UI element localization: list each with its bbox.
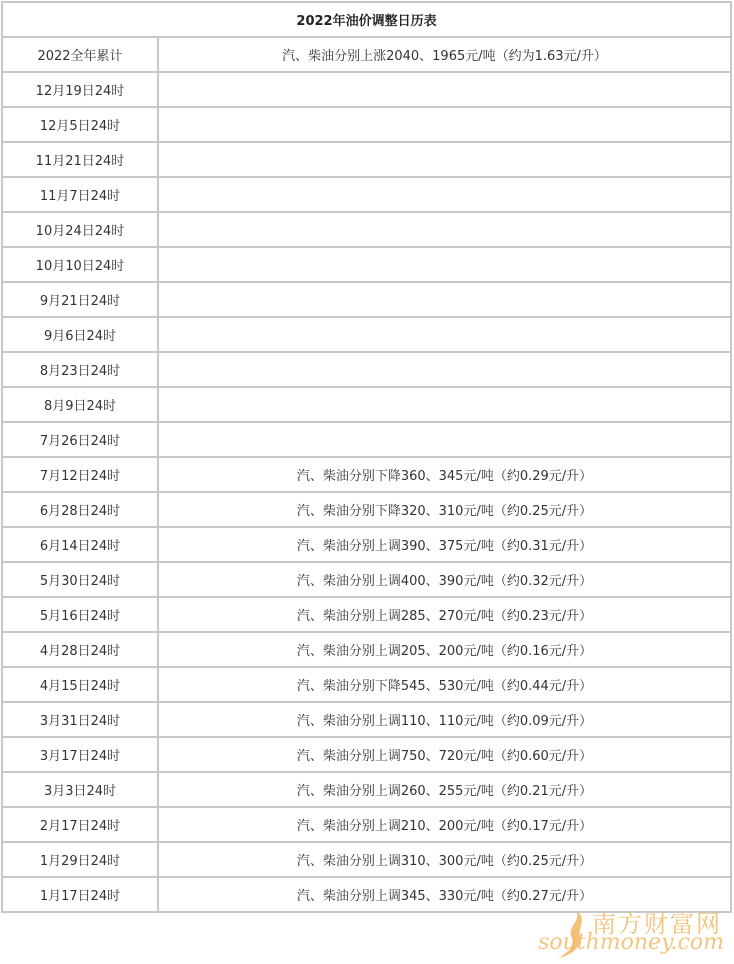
watermark-domain: southmoney.com — [538, 930, 724, 955]
table-row — [2, 667, 731, 702]
date-cell: 5月30日24时 — [2, 562, 158, 597]
date-cell: 12月19日24时 — [2, 72, 158, 107]
date-cell: 8月9日24时 — [2, 387, 158, 422]
table-row — [2, 282, 731, 317]
table-row — [2, 72, 731, 107]
adjustment-cell — [158, 177, 731, 212]
adjustment-cell: 汽、柴油分别下降545、530元/吨（约0.44元/升） — [158, 667, 731, 702]
date-cell: 11月7日24时 — [2, 177, 158, 212]
adjustment-cell — [158, 352, 731, 387]
date-cell: 9月21日24时 — [2, 282, 158, 317]
table-body — [2, 2, 731, 912]
adjustment-cell: 汽、柴油分别上调210、200元/吨（约0.17元/升） — [158, 807, 731, 842]
table-row — [2, 527, 731, 562]
adjustment-cell: 汽、柴油分别上调110、110元/吨（约0.09元/升） — [158, 702, 731, 737]
adjustment-cell: 汽、柴油分别上调400、390元/吨（约0.32元/升） — [158, 562, 731, 597]
table-row — [2, 632, 731, 667]
adjustment-cell — [158, 212, 731, 247]
adjustment-cell: 汽、柴油分别上调260、255元/吨（约0.21元/升） — [158, 772, 731, 807]
adjustment-cell: 汽、柴油分别下降320、310元/吨（约0.25元/升） — [158, 492, 731, 527]
table-title: 2022年油价调整日历表 — [2, 2, 731, 37]
date-cell: 2022全年累计 — [2, 37, 158, 72]
adjustment-cell — [158, 282, 731, 317]
table-row — [2, 212, 731, 247]
date-cell: 12月5日24时 — [2, 107, 158, 142]
date-cell: 6月14日24时 — [2, 527, 158, 562]
table-row — [2, 142, 731, 177]
table-row — [2, 492, 731, 527]
date-cell: 8月23日24时 — [2, 352, 158, 387]
table-row — [2, 457, 731, 492]
table-row — [2, 37, 731, 72]
date-cell: 3月3日24时 — [2, 772, 158, 807]
adjustment-cell: 汽、柴油分别上涨2040、1965元/吨（约为1.63元/升） — [158, 37, 731, 72]
date-cell: 3月31日24时 — [2, 702, 158, 737]
table-row — [2, 247, 731, 282]
date-cell: 9月6日24时 — [2, 317, 158, 352]
table-row — [2, 107, 731, 142]
adjustment-cell: 汽、柴油分别上调205、200元/吨（约0.16元/升） — [158, 632, 731, 667]
date-cell: 1月29日24时 — [2, 842, 158, 877]
date-cell: 11月21日24时 — [2, 142, 158, 177]
adjustment-cell — [158, 72, 731, 107]
adjustment-cell — [158, 142, 731, 177]
date-cell: 7月26日24时 — [2, 422, 158, 457]
date-cell: 4月28日24时 — [2, 632, 158, 667]
adjustment-cell: 汽、柴油分别上调750、720元/吨（约0.60元/升） — [158, 737, 731, 772]
adjustment-cell — [158, 387, 731, 422]
table-row — [2, 737, 731, 772]
adjustment-cell — [158, 247, 731, 282]
table-row — [2, 177, 731, 212]
date-cell: 3月17日24时 — [2, 737, 158, 772]
date-cell: 10月10日24时 — [2, 247, 158, 282]
date-cell: 5月16日24时 — [2, 597, 158, 632]
watermark — [540, 902, 730, 960]
table-row — [2, 387, 731, 422]
table-row — [2, 562, 731, 597]
table-row — [2, 352, 731, 387]
adjustment-cell: 汽、柴油分别上调390、375元/吨（约0.31元/升） — [158, 527, 731, 562]
date-cell: 2月17日24时 — [2, 807, 158, 842]
oil-price-calendar-table — [1, 1, 732, 913]
table-row — [2, 842, 731, 877]
table-row — [2, 317, 731, 352]
table-title-row — [2, 2, 731, 37]
adjustment-cell — [158, 422, 731, 457]
date-cell: 4月15日24时 — [2, 667, 158, 702]
adjustment-cell: 汽、柴油分别上调285、270元/吨（约0.23元/升） — [158, 597, 731, 632]
date-cell: 7月12日24时 — [2, 457, 158, 492]
date-cell: 1月17日24时 — [2, 877, 158, 912]
table-row — [2, 702, 731, 737]
adjustment-cell: 汽、柴油分别上调345、330元/吨（约0.27元/升） — [158, 877, 731, 912]
date-cell: 10月24日24时 — [2, 212, 158, 247]
date-cell: 6月28日24时 — [2, 492, 158, 527]
adjustment-cell: 汽、柴油分别上调310、300元/吨（约0.25元/升） — [158, 842, 731, 877]
table-row — [2, 807, 731, 842]
watermark-name: 南方财富网 — [592, 910, 722, 938]
table-row — [2, 772, 731, 807]
adjustment-cell — [158, 107, 731, 142]
adjustment-cell: 汽、柴油分别下降360、345元/吨（约0.29元/升） — [158, 457, 731, 492]
table-row — [2, 597, 731, 632]
adjustment-cell — [158, 317, 731, 352]
table-row — [2, 422, 731, 457]
